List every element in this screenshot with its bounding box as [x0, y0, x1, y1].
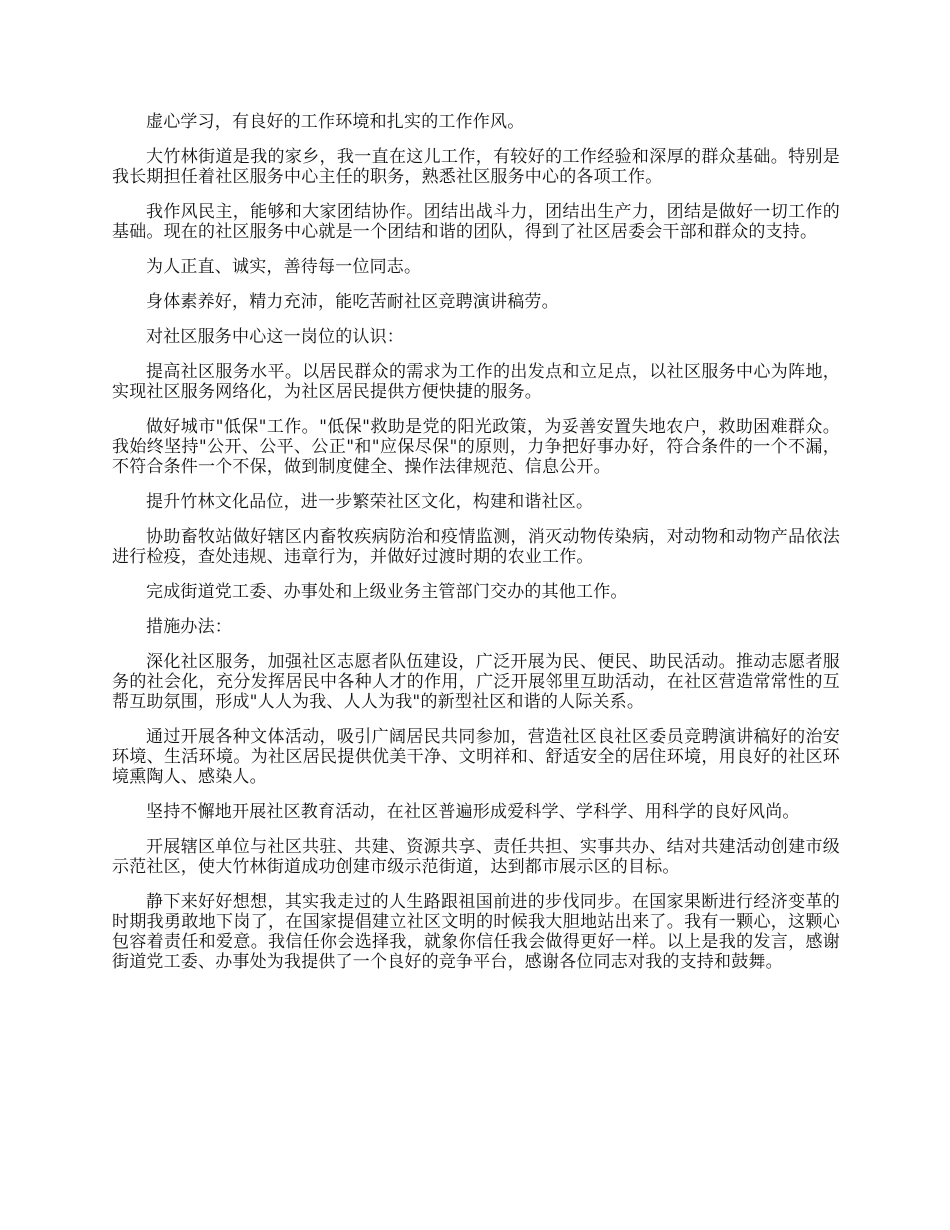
- paragraph-5: 身体素养好，精力充沛，能吃苦耐社区竞聘演讲稿劳。: [146, 292, 559, 312]
- paragraph-9: 提升竹林文化品位，进一步繁荣社区文化，构建和谐社区。: [146, 492, 594, 512]
- paragraph-12: 措施办法：: [146, 617, 232, 637]
- paragraph-16: 开展辖区单位与社区共驻、共建、资源共享、责任共担、实事共办、结对共建活动创建市级示范社区，使大竹林街道成功创建市级示范街道，达到都市展示区的目标。: [112, 837, 840, 877]
- paragraph-14: 通过开展各种文体活动，吸引广阔居民共同参加，营造社区良社区委员竞聘演讲稿好的治安环境、生活环境。为社区居民提供优美干净、文明祥和、舒适安全的居住环境，用良好的社区环境熏陶人、感染人。: [112, 727, 840, 787]
- paragraph-15: 坚持不懈地开展社区教育活动，在社区普遍形成爱科学、学科学、用科学的良好风尚。: [146, 802, 800, 822]
- document-body: [112, 112, 840, 987]
- paragraph-3: 我作风民主，能够和大家团结协作。团结出战斗力，团结出生产力，团结是做好一切工作的基础。现在的社区服务中心就是一个团结和谐的团队，得到了社区居委会干部和群众的支持。: [112, 202, 840, 242]
- paragraph-17: 静下来好好想想，其实我走过的人生路跟祖国前进的步伐同步。在国家果断进行经济变革的时期我勇敢地下岗了，在国家提倡建立社区文明的时候我大胆地站出来了。我有一颗心，这颗心包容着责任和爱意。我信任你会选择我，就象你信任我会做得更好一样。以上是我的发言，感谢街道党工委、办事处为我提供了一个良好的竞争平台，感谢各位同志对我的支持和鼓舞。: [112, 892, 840, 972]
- paragraph-2: 大竹林街道是我的家乡，我一直在这儿工作，有较好的工作经验和深厚的群众基础。特别是我长期担任着社区服务中心主任的职务，熟悉社区服务中心的各项工作。: [112, 147, 840, 187]
- paragraph-10: 协助畜牧站做好辖区内畜牧疾病防治和疫情监测，消灭动物传染病，对动物和动物产品依法进行检疫，查处违规、违章行为，并做好过渡时期的农业工作。: [112, 527, 840, 567]
- paragraph-11: 完成街道党工委、办事处和上级业务主管部门交办的其他工作。: [146, 582, 628, 602]
- paragraph-7: 提高社区服务水平。以居民群众的需求为工作的出发点和立足点，以社区服务中心为阵地，实现社区服务网络化，为社区居民提供方便快捷的服务。: [112, 362, 840, 402]
- paragraph-13: 深化社区服务，加强社区志愿者队伍建设，广泛开展为民、便民、助民活动。推动志愿者服务的社会化，充分发挥居民中各种人才的作用，广泛开展邻里互助活动，在社区营造常常性的互帮互助氛围，形成"人人为我、人人为我"的新型社区和谐的人际关系。: [112, 652, 840, 712]
- paragraph-4: 为人正直、诚实，善待每一位同志。: [146, 257, 422, 277]
- paragraph-6: 对社区服务中心这一岗位的认识：: [146, 327, 404, 347]
- paragraph-1: 虚心学习，有良好的工作环境和扎实的工作作风。: [146, 112, 525, 132]
- paragraph-8: 做好城市"低保"工作。"低保"救助是党的阳光政策，为妥善安置失地农户，救助困难群众。我始终坚持"公开、公平、公正"和"应保尽保"的原则，力争把好事办好，符合条件的一个不漏，不符合条件一个不保，做到制度健全、操作法律规范、信息公开。: [112, 417, 840, 477]
